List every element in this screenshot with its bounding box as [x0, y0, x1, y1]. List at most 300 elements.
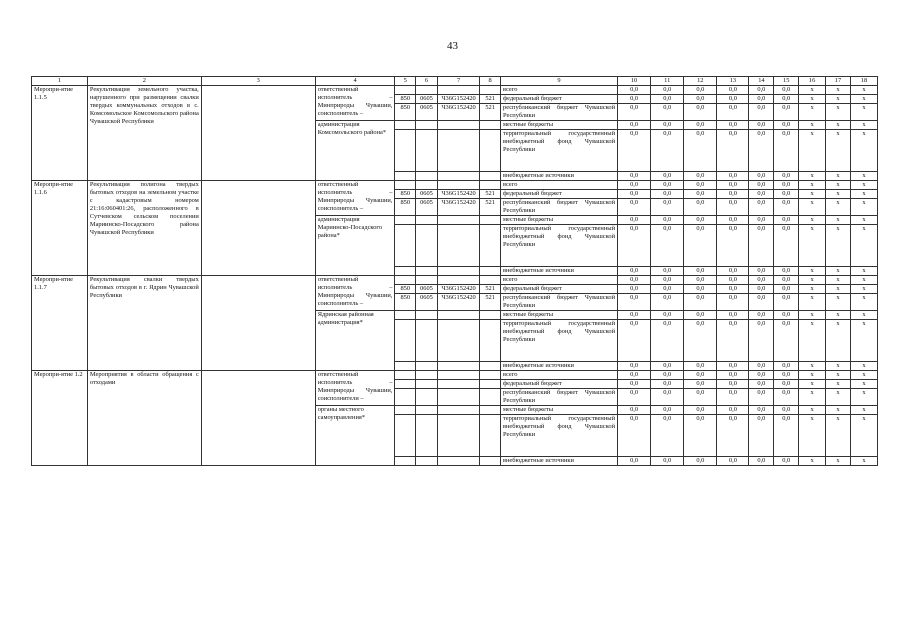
year-value: 0,0	[717, 457, 749, 466]
year-value: x	[826, 389, 851, 406]
target-code: Ч36G152420	[437, 95, 479, 104]
year-value: x	[799, 199, 826, 216]
year-value: 0,0	[774, 362, 799, 371]
year-value: 0,0	[717, 225, 749, 267]
year-value: 0,0	[684, 294, 717, 311]
year-value: x	[826, 267, 851, 276]
year-value: 0,0	[618, 216, 651, 225]
funding-source: территориальный государственный внебюджетный фонд Чувашской Республики	[501, 130, 618, 172]
year-value: 0,0	[618, 181, 651, 190]
expense-code: 521	[480, 190, 501, 199]
year-value: x	[799, 172, 826, 181]
year-value: x	[850, 457, 877, 466]
year-value: 0,0	[651, 320, 684, 362]
expense-code	[480, 320, 501, 362]
funding-source: территориальный государственный внебюджетный фонд Чувашской Республики	[501, 320, 618, 362]
year-value: 0,0	[651, 362, 684, 371]
year-value: x	[799, 320, 826, 362]
year-value: 0,0	[651, 121, 684, 130]
year-value: x	[799, 267, 826, 276]
year-value: x	[799, 415, 826, 457]
year-value: 0,0	[717, 172, 749, 181]
grbs-code	[395, 172, 416, 181]
expense-code	[480, 216, 501, 225]
year-value: 0,0	[684, 86, 717, 95]
year-value: 0,0	[717, 190, 749, 199]
target-code	[437, 320, 479, 362]
column-header: 8	[480, 77, 501, 86]
section-code: 0605	[416, 190, 438, 199]
target-code	[437, 121, 479, 130]
year-value: x	[850, 267, 877, 276]
year-value: 0,0	[749, 130, 774, 172]
year-value: 0,0	[774, 216, 799, 225]
year-value: 0,0	[749, 172, 774, 181]
expense-code	[480, 311, 501, 320]
year-value: 0,0	[684, 95, 717, 104]
expense-code	[480, 457, 501, 466]
responsible-executor: ответственный исполнитель – Минприроды Чувашии, соисполнители –	[315, 371, 395, 406]
expense-code	[480, 267, 501, 276]
grbs-code	[395, 362, 416, 371]
year-value: 0,0	[749, 190, 774, 199]
year-value: 0,0	[684, 172, 717, 181]
year-value: 0,0	[717, 311, 749, 320]
empty-cell	[201, 276, 315, 371]
year-value: 0,0	[651, 95, 684, 104]
year-value: x	[799, 276, 826, 285]
year-value: x	[799, 104, 826, 121]
year-value: 0,0	[618, 371, 651, 380]
year-value: 0,0	[749, 380, 774, 389]
funding-source: территориальный государственный внебюджетный фонд Чувашской Республики	[501, 415, 618, 457]
year-value: 0,0	[717, 285, 749, 294]
column-header: 3	[201, 77, 315, 86]
year-value: x	[850, 216, 877, 225]
year-value: 0,0	[684, 371, 717, 380]
year-value: 0,0	[774, 380, 799, 389]
year-value: 0,0	[618, 104, 651, 121]
year-value: x	[850, 95, 877, 104]
grbs-code	[395, 406, 416, 415]
column-header: 4	[315, 77, 395, 86]
year-value: 0,0	[717, 95, 749, 104]
year-value: 0,0	[774, 95, 799, 104]
measure-id: Меропри-ятие 1.1.6	[32, 181, 88, 276]
year-value: x	[826, 406, 851, 415]
year-value: 0,0	[774, 320, 799, 362]
year-value: 0,0	[618, 267, 651, 276]
year-value: 0,0	[618, 130, 651, 172]
year-value: 0,0	[717, 389, 749, 406]
year-value: 0,0	[684, 457, 717, 466]
year-value: x	[799, 225, 826, 267]
year-value: 0,0	[774, 294, 799, 311]
year-value: 0,0	[717, 199, 749, 216]
year-value: x	[799, 130, 826, 172]
expense-code: 521	[480, 104, 501, 121]
grbs-code	[395, 389, 416, 406]
target-code	[437, 172, 479, 181]
section-code	[416, 389, 438, 406]
year-value: 0,0	[774, 225, 799, 267]
target-code	[437, 371, 479, 380]
year-value: x	[826, 380, 851, 389]
year-value: 0,0	[618, 172, 651, 181]
year-value: x	[799, 311, 826, 320]
year-value: 0,0	[684, 225, 717, 267]
year-value: 0,0	[717, 415, 749, 457]
year-value: x	[850, 276, 877, 285]
year-value: 0,0	[774, 130, 799, 172]
year-value: 0,0	[717, 276, 749, 285]
year-value: 0,0	[717, 121, 749, 130]
year-value: 0,0	[684, 190, 717, 199]
year-value: 0,0	[717, 86, 749, 95]
year-value: x	[799, 285, 826, 294]
year-value: 0,0	[684, 380, 717, 389]
target-code: Ч36G152420	[437, 190, 479, 199]
year-value: 0,0	[774, 181, 799, 190]
year-value: 0,0	[774, 457, 799, 466]
target-code	[437, 415, 479, 457]
expense-code: 521	[480, 285, 501, 294]
year-value: x	[850, 86, 877, 95]
year-value: 0,0	[618, 406, 651, 415]
year-value: x	[799, 181, 826, 190]
year-value: 0,0	[684, 362, 717, 371]
funding-source: территориальный государственный внебюджетный фонд Чувашской Республики	[501, 225, 618, 267]
year-value: 0,0	[684, 415, 717, 457]
year-value: 0,0	[618, 86, 651, 95]
measure-description: Рекультивация полигона твердых бытовых отходов на земельном участке с кадастровым номером 21:16:060401:26, расположенного в Сутчевском сельском поселении Мариинско-Посадского района Чувашской Республики	[87, 181, 201, 276]
year-value: 0,0	[618, 362, 651, 371]
year-value: 0,0	[749, 104, 774, 121]
year-value: x	[850, 311, 877, 320]
year-value: x	[850, 285, 877, 294]
grbs-code: 850	[395, 104, 416, 121]
year-value: x	[799, 389, 826, 406]
funding-source: федеральный бюджет	[501, 380, 618, 389]
year-value: 0,0	[749, 362, 774, 371]
grbs-code	[395, 225, 416, 267]
expense-code	[480, 371, 501, 380]
expense-code	[480, 406, 501, 415]
year-value: 0,0	[749, 86, 774, 95]
year-value: x	[799, 294, 826, 311]
year-value: 0,0	[774, 121, 799, 130]
expense-code	[480, 86, 501, 95]
year-value: 0,0	[651, 130, 684, 172]
year-value: x	[850, 121, 877, 130]
grbs-code	[395, 181, 416, 190]
year-value: x	[850, 199, 877, 216]
year-value: x	[799, 216, 826, 225]
section-code	[416, 267, 438, 276]
year-value: 0,0	[717, 362, 749, 371]
section-code	[416, 457, 438, 466]
year-value: 0,0	[618, 121, 651, 130]
budget-table	[31, 76, 878, 466]
target-code: Ч36G152420	[437, 285, 479, 294]
section-code	[416, 311, 438, 320]
measure-id: Меропри-ятие 1.2	[32, 371, 88, 466]
target-code	[437, 267, 479, 276]
year-value: x	[826, 199, 851, 216]
year-value: 0,0	[717, 181, 749, 190]
year-value: 0,0	[651, 406, 684, 415]
year-value: x	[850, 190, 877, 199]
year-value: 0,0	[749, 320, 774, 362]
year-value: 0,0	[774, 389, 799, 406]
table-row	[32, 371, 878, 380]
section-code	[416, 86, 438, 95]
target-code: Ч36G152420	[437, 199, 479, 216]
grbs-code: 850	[395, 199, 416, 216]
funding-source: внебюджетные источники	[501, 362, 618, 371]
section-code	[416, 380, 438, 389]
grbs-code	[395, 267, 416, 276]
section-code	[416, 406, 438, 415]
year-value: x	[826, 415, 851, 457]
table-row	[32, 181, 878, 190]
year-value: x	[826, 181, 851, 190]
year-value: 0,0	[651, 276, 684, 285]
year-value: 0,0	[717, 130, 749, 172]
grbs-code	[395, 86, 416, 95]
grbs-code	[395, 457, 416, 466]
grbs-code	[395, 276, 416, 285]
year-value: 0,0	[618, 199, 651, 216]
year-value: x	[850, 406, 877, 415]
year-value: 0,0	[749, 181, 774, 190]
funding-source: местные бюджеты	[501, 311, 618, 320]
year-value: 0,0	[749, 199, 774, 216]
year-value: x	[799, 371, 826, 380]
expense-code	[480, 130, 501, 172]
expense-code	[480, 415, 501, 457]
target-code	[437, 216, 479, 225]
year-value: 0,0	[684, 181, 717, 190]
measure-description: Рекультивация свалки твердых бытовых отходов в г. Ядрин Чувашской Республики	[87, 276, 201, 371]
year-value: 0,0	[684, 199, 717, 216]
funding-source: местные бюджеты	[501, 121, 618, 130]
expense-code	[480, 181, 501, 190]
year-value: x	[826, 121, 851, 130]
year-value: x	[826, 285, 851, 294]
year-value: 0,0	[651, 267, 684, 276]
year-value: x	[799, 380, 826, 389]
year-value: 0,0	[749, 216, 774, 225]
section-code	[416, 415, 438, 457]
year-value: 0,0	[749, 406, 774, 415]
funding-source: республиканский бюджет Чувашской Республики	[501, 389, 618, 406]
year-value: 0,0	[618, 457, 651, 466]
column-header: 16	[799, 77, 826, 86]
grbs-code	[395, 216, 416, 225]
year-value: 0,0	[749, 285, 774, 294]
year-value: x	[799, 121, 826, 130]
year-value: 0,0	[651, 285, 684, 294]
year-value: 0,0	[774, 285, 799, 294]
year-value: 0,0	[618, 380, 651, 389]
funding-source: местные бюджеты	[501, 406, 618, 415]
section-code	[416, 371, 438, 380]
year-value: 0,0	[774, 276, 799, 285]
year-value: 0,0	[618, 389, 651, 406]
header-row	[32, 77, 878, 86]
section-code	[416, 320, 438, 362]
year-value: 0,0	[717, 380, 749, 389]
year-value: x	[850, 362, 877, 371]
year-value: x	[826, 311, 851, 320]
funding-source: всего	[501, 181, 618, 190]
page-number: 43	[447, 40, 458, 52]
empty-cell	[201, 371, 315, 466]
section-code	[416, 362, 438, 371]
year-value: 0,0	[774, 371, 799, 380]
column-header: 18	[850, 77, 877, 86]
year-value: 0,0	[684, 104, 717, 121]
section-code	[416, 225, 438, 267]
year-value: x	[850, 104, 877, 121]
funding-source: республиканский бюджет Чувашской Республики	[501, 199, 618, 216]
column-header: 6	[416, 77, 438, 86]
section-code: 0605	[416, 294, 438, 311]
year-value: 0,0	[717, 406, 749, 415]
expense-code: 521	[480, 294, 501, 311]
section-code	[416, 276, 438, 285]
year-value: 0,0	[618, 294, 651, 311]
expense-code	[480, 225, 501, 267]
expense-code	[480, 276, 501, 285]
grbs-code: 850	[395, 294, 416, 311]
target-code: Ч36G152420	[437, 104, 479, 121]
column-header: 14	[749, 77, 774, 86]
year-value: 0,0	[749, 294, 774, 311]
year-value: x	[826, 371, 851, 380]
year-value: x	[850, 172, 877, 181]
year-value: 0,0	[651, 294, 684, 311]
column-header: 10	[618, 77, 651, 86]
expense-code	[480, 380, 501, 389]
expense-code	[480, 121, 501, 130]
section-code: 0605	[416, 104, 438, 121]
year-value: 0,0	[618, 225, 651, 267]
year-value: 0,0	[774, 86, 799, 95]
year-value: 0,0	[684, 267, 717, 276]
grbs-code	[395, 121, 416, 130]
grbs-code	[395, 130, 416, 172]
year-value: 0,0	[749, 389, 774, 406]
year-value: 0,0	[651, 457, 684, 466]
funding-source: всего	[501, 371, 618, 380]
year-value: 0,0	[651, 190, 684, 199]
section-code: 0605	[416, 199, 438, 216]
year-value: 0,0	[651, 371, 684, 380]
funding-source: всего	[501, 86, 618, 95]
section-code	[416, 130, 438, 172]
year-value: 0,0	[618, 95, 651, 104]
funding-source: федеральный бюджет	[501, 190, 618, 199]
target-code	[437, 86, 479, 95]
funding-source: федеральный бюджет	[501, 95, 618, 104]
year-value: x	[799, 406, 826, 415]
year-value: 0,0	[651, 216, 684, 225]
year-value: 0,0	[717, 371, 749, 380]
year-value: 0,0	[618, 311, 651, 320]
year-value: x	[826, 95, 851, 104]
year-value: x	[799, 362, 826, 371]
grbs-code	[395, 311, 416, 320]
year-value: 0,0	[651, 181, 684, 190]
column-header: 7	[437, 77, 479, 86]
year-value: x	[850, 371, 877, 380]
co-executor: органы местного самоуправления*	[315, 406, 395, 466]
year-value: 0,0	[618, 276, 651, 285]
year-value: 0,0	[717, 320, 749, 362]
year-value: 0,0	[684, 389, 717, 406]
year-value: x	[850, 389, 877, 406]
year-value: x	[826, 276, 851, 285]
column-header: 9	[501, 77, 618, 86]
target-code	[437, 389, 479, 406]
expense-code: 521	[480, 199, 501, 216]
year-value: 0,0	[717, 104, 749, 121]
target-code	[437, 406, 479, 415]
target-code	[437, 225, 479, 267]
target-code	[437, 276, 479, 285]
year-value: 0,0	[774, 104, 799, 121]
year-value: 0,0	[684, 276, 717, 285]
responsible-executor: ответственный исполнитель – Минприроды Чувашии, соисполнитель –	[315, 181, 395, 216]
year-value: x	[850, 181, 877, 190]
year-value: 0,0	[651, 172, 684, 181]
measure-description: Мероприятия в области обращения с отходами	[87, 371, 201, 466]
year-value: x	[799, 190, 826, 199]
year-value: x	[826, 225, 851, 267]
target-code	[437, 362, 479, 371]
year-value: 0,0	[774, 190, 799, 199]
year-value: x	[850, 225, 877, 267]
column-header: 17	[826, 77, 851, 86]
table-row	[32, 276, 878, 285]
target-code	[437, 130, 479, 172]
funding-source: местные бюджеты	[501, 216, 618, 225]
year-value: 0,0	[774, 415, 799, 457]
year-value: x	[826, 294, 851, 311]
year-value: 0,0	[774, 172, 799, 181]
year-value: x	[826, 86, 851, 95]
year-value: 0,0	[774, 267, 799, 276]
year-value: 0,0	[684, 406, 717, 415]
table-row	[32, 86, 878, 95]
expense-code	[480, 389, 501, 406]
grbs-code	[395, 320, 416, 362]
year-value: 0,0	[774, 406, 799, 415]
funding-source: республиканский бюджет Чувашской Республики	[501, 294, 618, 311]
year-value: 0,0	[651, 225, 684, 267]
year-value: x	[826, 320, 851, 362]
year-value: x	[850, 130, 877, 172]
year-value: x	[826, 190, 851, 199]
section-code: 0605	[416, 285, 438, 294]
year-value: 0,0	[749, 415, 774, 457]
year-value: 0,0	[618, 190, 651, 199]
section-code	[416, 121, 438, 130]
year-value: x	[799, 457, 826, 466]
year-value: 0,0	[684, 121, 717, 130]
